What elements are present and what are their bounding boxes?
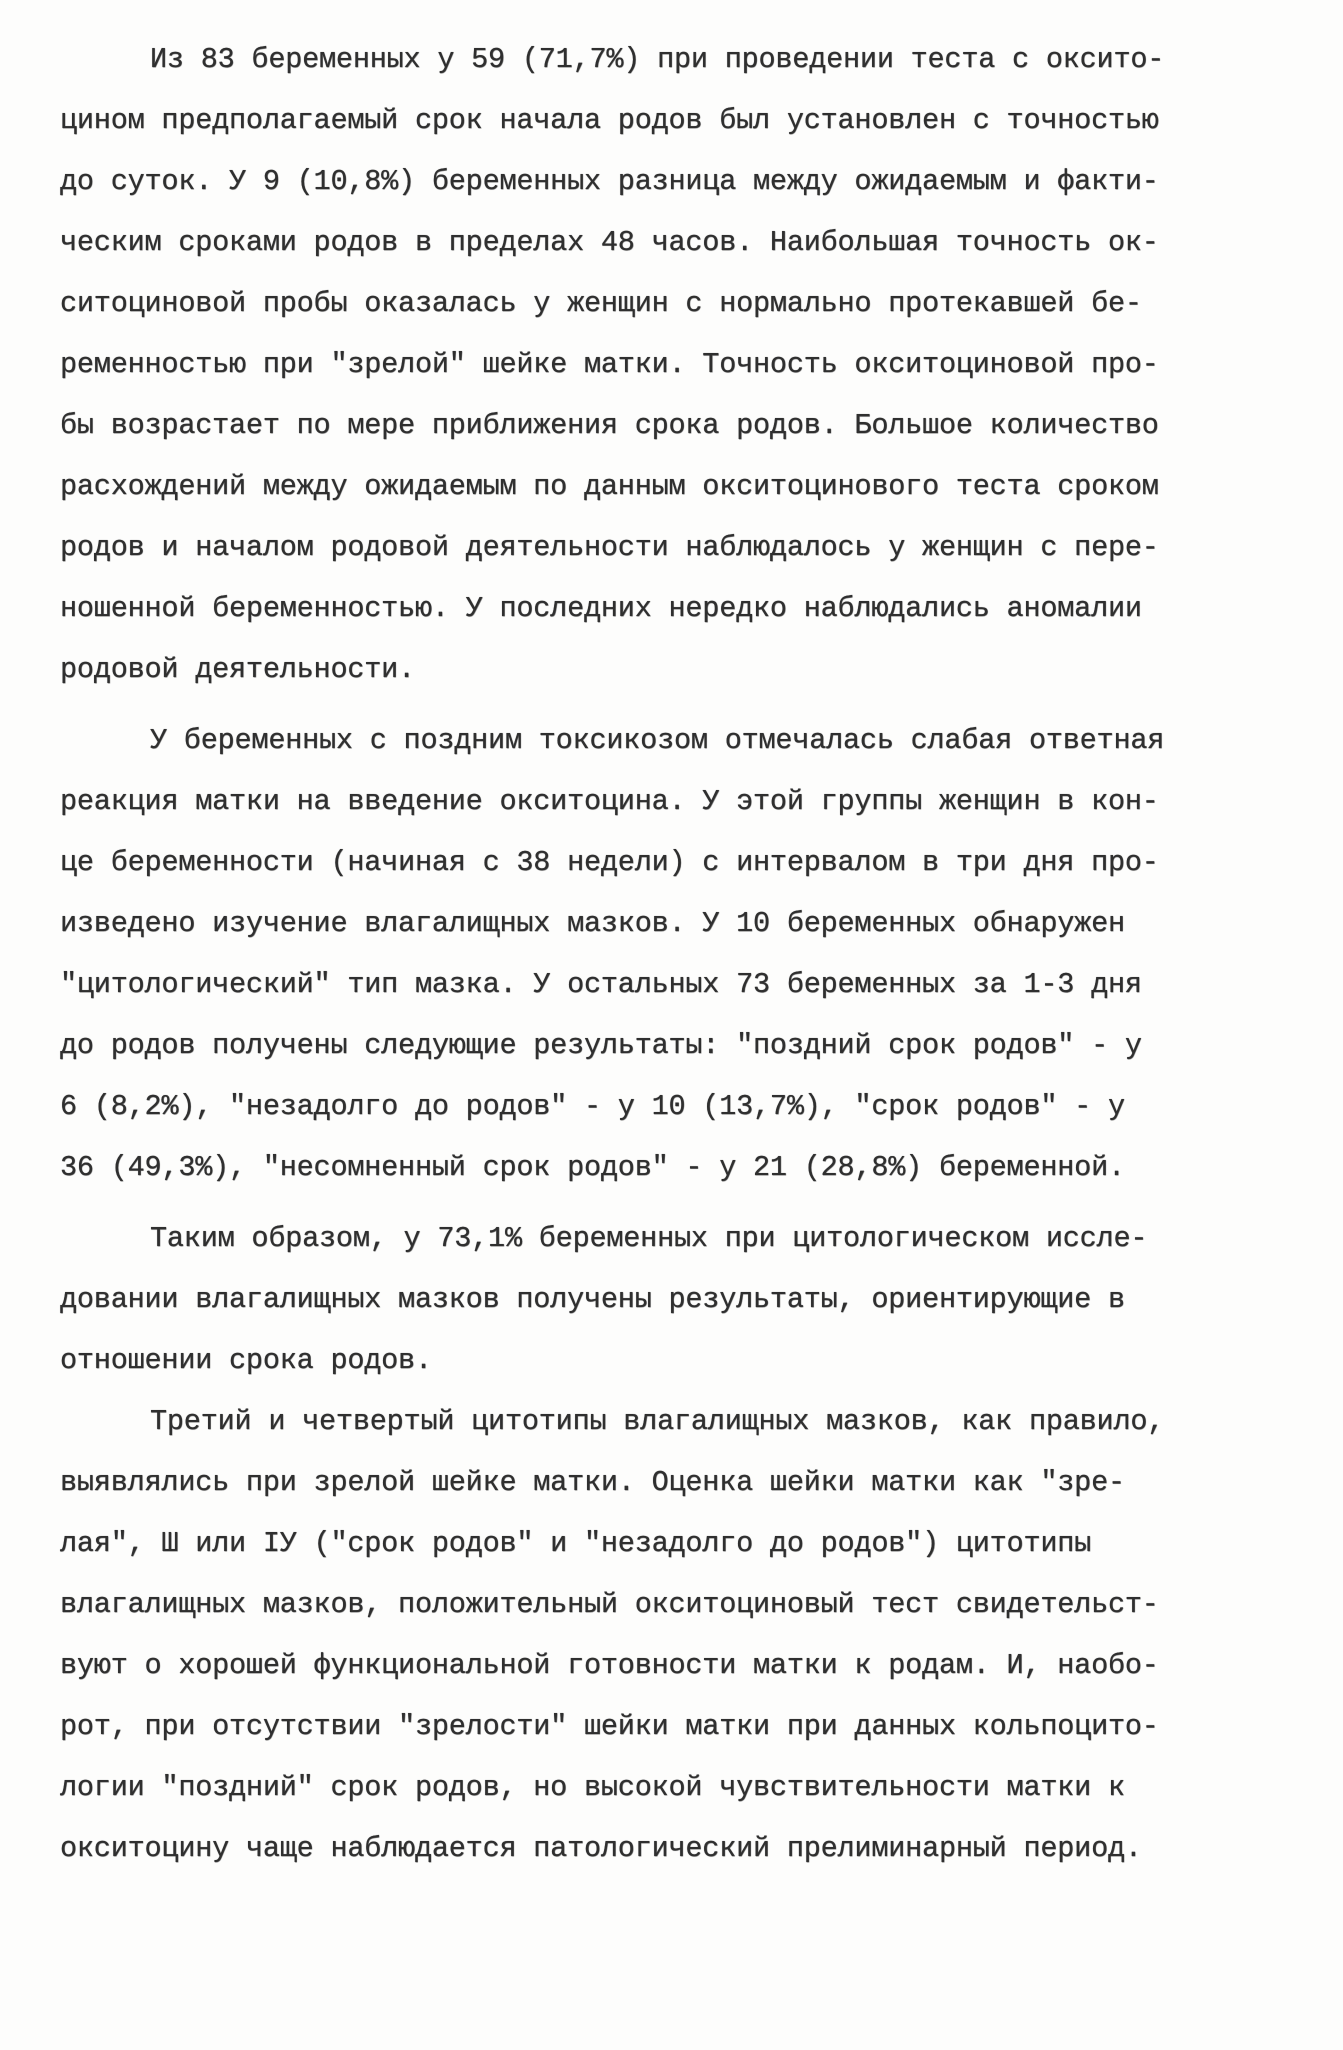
text-line: лая", Ш или IУ ("срок родов" и "незадолго до родов") цитотипы (60, 1527, 1092, 1560)
text-line: выявлялись при зрелой шейке матки. Оценка шейки матки как "зре- (60, 1466, 1125, 1499)
text-line: рот, при отсутствии "зрелости" шейки матки при данных кольпоцито- (60, 1710, 1159, 1743)
text-line: це беременности (начиная с 38 недели) с интервалом в три дня про- (60, 846, 1159, 879)
text-line: Третий и четвертый цитотипы влагалищных мазков, как правило, (150, 1405, 1165, 1438)
text-line: реакция матки на введение окситоцина. У этой группы женщин в кон- (60, 785, 1159, 818)
text-line: отношении срока родов. (60, 1344, 432, 1377)
text-line: до родов получены следующие результаты: "поздний срок родов" - у (60, 1029, 1142, 1062)
text-line: влагалищных мазков, положительный окситоциновый тест свидетельст- (60, 1588, 1159, 1621)
text-line: 36 (49,3%), "несомненный срок родов" - у 21 (28,8%) беременной. (60, 1151, 1125, 1184)
text-line: родов и началом родовой деятельности наблюдалось у женщин с пере- (60, 531, 1159, 564)
text-line: бы возрастает по мере приближения срока родов. Большое количество (60, 409, 1159, 442)
text-line: довании влагалищных мазков получены результаты, ориентирующие в (60, 1283, 1125, 1316)
text-line: ременностью при "зрелой" шейке матки. Точность окситоциновой про- (60, 348, 1159, 381)
text-line: ческим сроками родов в пределах 48 часов. Наибольшая точность ок- (60, 226, 1159, 259)
text-line: ношенной беременностью. У последних нередко наблюдались аномалии (60, 592, 1142, 625)
text-line: цином предполагаемый срок начала родов был установлен с точностью (60, 104, 1159, 137)
text-line: Таким образом, у 73,1% беременных при цитологическом иссле- (150, 1222, 1148, 1255)
text-line: "цитологический" тип мазка. У остальных 73 беременных за 1-3 дня (60, 968, 1142, 1001)
text-line: Из 83 беременных у 59 (71,7%) при проведении теста с оксито- (150, 43, 1165, 76)
text-line: У беременных с поздним токсикозом отмечалась слабая ответная (150, 724, 1165, 757)
text-line: 6 (8,2%), "незадолго до родов" - у 10 (13,7%), "срок родов" - у (60, 1090, 1125, 1123)
text-line: до суток. У 9 (10,8%) беременных разница между ожидаемым и факти- (60, 165, 1159, 198)
text-line: вуют о хорошей функциональной готовности матки к родам. И, наобо- (60, 1649, 1159, 1682)
text-line: расхождений между ожидаемым по данным окситоцинового теста сроком (60, 470, 1159, 503)
text-line: изведено изучение влагалищных мазков. У 10 беременных обнаружен (60, 907, 1125, 940)
text-line: окситоцину чаще наблюдается патологический прелиминарный период. (60, 1832, 1142, 1865)
text-line: родовой деятельности. (60, 653, 415, 686)
text-line: ситоциновой пробы оказалась у женщин с нормально протекавшей бе- (60, 287, 1142, 320)
text-line: логии "поздний" срок родов, но высокой чувствительности матки к (60, 1771, 1125, 1804)
